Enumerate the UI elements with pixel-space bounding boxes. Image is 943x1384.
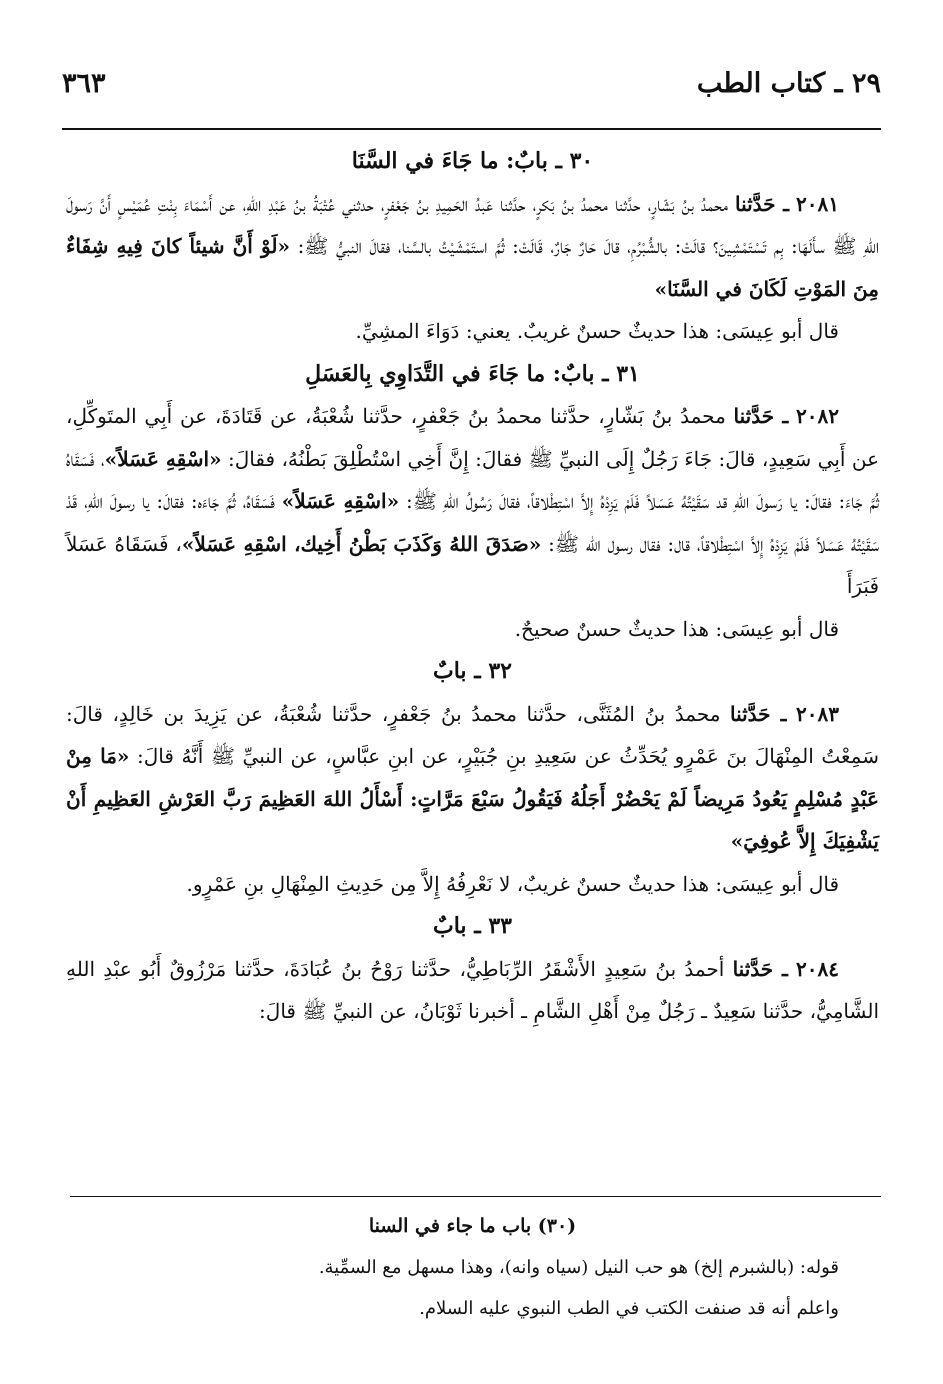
section-heading: ٣٢ ـ بابٌ <box>433 658 512 684</box>
hadith-quote: «لَوْ أَنَّ شيئاً كانَ فِيهِ شِفَاءٌ مِنَ المَوْتِ لَكَانَ في السَّنَا» <box>66 234 879 301</box>
hadith-text: محمدُ بنُ بَشّارٍ، حدَّثنا محمدُ بنُ بَكرٍ، حدَّثنا عَبدُ الحَمِيدِ بنُ جَعْفرٍ، حدثني عُتْبَةُ بنُ عَبْدِ اللهِ، عن أَسْمَاءَ بِنْتِ عُمَيْسٍ أَنَّ رَسولَ اللهِ ﷺ سأَلَهَا: بِم تَسْتَمْشِينَ؟ قالَتْ: بالشُّبْرُمِ، قالَ حَارٌ جَارٌ، قَالَتْ: ثُمَّ استَمْشَيْتُ بالسَّنا، فقالَ النبيُّ ﷺ: <box>66 191 880 258</box>
hadith-text: أحمدُ بنُ سَعِيدٍ الأَشْقَرُ الرِّبَاطِيُّ، حدَّثنا رَوْحُ بنُ عُبَادَةَ، حدَّثنا مَرْزُوقٌ أَبُو عبْدِ اللهِ الشَّامِيُّ، حدَّثنا سَعِيدٌ ـ رَجُلٌ مِنْ أَهْلِ الشَّامِ ـ أخبرنا ثَوْبَانُ، عن النبيِّ ﷺ قالَ: <box>66 956 879 1023</box>
hadith-text: ، فَسَقَاهُ عَسَلاً فَبَرَأَ <box>66 531 879 598</box>
hadith-quote: «اسْقِهِ عَسَلاً» <box>104 446 222 471</box>
footnote-line: واعلم أنه قد صنفت الكتب في الطب النبوي عليه السلام. <box>419 1298 839 1319</box>
hadith-2082: ٢٠٨٢ ـ حَدَّثنا محمدُ بنُ بَشّارٍ، حدَّثنا محمدُ بنُ جَعْفرٍ، حدَّثنا شُعْبَةُ، عن قَتَادَةَ، عن أَبِي المتَوكِّلِ، عن أَبِي سَعِيدٍ، قالَ: جَاءَ رَجُلٌ إِلَى النبيِّ ﷺ فقالَ: إِنَّ أَخِي اسْتُطْلِقَ بَطْنُهُ، فقالَ: «اسْقِهِ عَسَلاً»، فَسَقَاهُ ثُمَّ جَاءَ: فقالَ: يا رَسولَ اللهِ قد سَقَيْتُهُ عَسَلاً فَلَمْ يَزِدْهُ إِلاَّ اسْتِطْلاقاً، فقالَ رَسُولُ اللهِ ﷺ: «اسْقِهِ عَسَلاً» فَسَقَاهُ، ثُمَّ جَاءَه: فقالَ: يا رسولَ اللهِ، قَدْ سَقَيْتُهُ عَسَلاً فَلَمْ يَزِدْهُ إِلاَّ اسْتِطْلاقاً، قال: فقال رسول الله ﷺ: «صَدَقَ اللهُ وَكَذَبَ بَطْنُ أَخِيك، اسْقِهِ عَسَلاً»، فَسَقَاهُ عَسَلاً فَبَرَأَ <box>66 404 880 598</box>
hadith-text: ، فَسَقَاهُ ثُمَّ جَاءَ: فقالَ: يا رَسولَ اللهِ قد سَقَيْتُهُ عَسَلاً فَلَمْ يَزِدْهُ إِلاَّ اسْتِطْلاقاً، فقالَ رَسُولُ اللهِ ﷺ: <box>66 446 880 513</box>
footnote-title: (٣٠) باب ما جاء في السنا <box>368 1215 577 1237</box>
footnote-line: قوله: (بالشبرم إلخ) هو حب النيل (سياه وانه)، وهذا مسهل مع السمِّية. <box>318 1257 839 1278</box>
hadith-text: فَسَقَاهُ، ثُمَّ جَاءَه: فقالَ: يا رسولَ اللهِ، قَدْ سَقَيْتُهُ عَسَلاً فَلَمْ يَزِدْهُ إِلاَّ اسْتِطْلاقاً، قال: فقال رسول الله ﷺ: <box>66 489 879 556</box>
hadith-quote: «صَدَقَ اللهُ وَكَذَبَ بَطْنُ أَخِيك، اسْقِهِ عَسَلاً» <box>181 531 542 556</box>
hadith-comment: قال أبو عِيسَى: هذا حديثٌ حسنٌ صحيحٌ. <box>514 616 839 641</box>
hadith-number: ٢٠٨٣ <box>796 701 839 726</box>
section-heading: ٣١ ـ بابٌ: ما جَاءَ في التَّدَاوِي بِالعَسَلِ <box>305 360 640 387</box>
hadith-quote: «اسْقِهِ عَسَلاً» <box>281 489 400 513</box>
hadith-lead: حَدَّثنا <box>729 701 771 726</box>
footnote-rule <box>70 1196 881 1197</box>
hadith-number: ٢٠٨٤ <box>796 956 839 981</box>
hadith-2083: ٢٠٨٣ ـ حَدَّثنا محمدُ بنُ المُثَنَّى، حدَّثنا محمدُ بنُ جَعْفرٍ، حدَّثنا شُعْبَةُ، عن يَزِيدَ بن خَالِدٍ، قالَ: سَمِعْتُ المِنْهَالَ بنَ عَمْرٍو يُحَدِّثُ عن سَعِيدِ بنِ جُبَيْرٍ، عن ابنِ عبَّاسٍ، عن النبيِّ ﷺ أَنَّهُ قالَ: «مَا مِنْ عَبْدٍ مُسْلِمٍ يَعُودُ مَرِيضاً لَمْ يَحْضُرْ أَجَلُهُ فَيَقُولُ سَبْعَ مَرَّاتٍ: أَسْأَلُ اللهَ العَظِيمَ رَبَّ العَرْشِ العَظِيمِ أَنْ يَشْفِيَكَ إِلاَّ عُوفِيَ» <box>66 701 879 853</box>
section-heading: ٣٣ ـ بابٌ <box>433 913 512 939</box>
hadith-comment: قال أبو عِيسَى: هذا حديثٌ حسنٌ غريبٌ. يعني: دَوَاءَ المشِيِّ. <box>355 319 839 343</box>
header-rule <box>62 128 881 130</box>
hadith-2084: ٢٠٨٤ ـ حَدَّثنا أحمدُ بنُ سَعِيدٍ الأَشْقَرُ الرِّبَاطِيُّ، حدَّثنا رَوْحُ بنُ عُبَادَةَ، حدَّثنا مَرْزُوقٌ أَبُو عبْدِ اللهِ الشَّامِيُّ، حدَّثنا سَعِيدٌ ـ رَجُلٌ مِنْ أَهْلِ الشَّامِ ـ أخبرنا ثَوْبَانُ، عن النبيِّ ﷺ قالَ: <box>66 956 879 1023</box>
hadith-text: محمدُ بنُ بَشّارٍ، حدَّثنا محمدُ بنُ جَعْفرٍ، حدَّثنا شُعْبَةُ، عن قَتَادَةَ، عن أَبِي المتَوكِّلِ، عن أَبِي سَعِيدٍ، قالَ: جَاءَ رَجُلٌ إِلَى النبيِّ ﷺ فقالَ: إِنَّ أَخِي اسْتُطْلِقَ بَطْنُهُ، فقالَ: <box>66 404 880 471</box>
page-header <box>62 68 881 108</box>
section-heading: ٣٠ ـ بابٌ: ما جَاءَ في السَّنَا <box>351 148 594 174</box>
hadith-number: ٢٠٨١ <box>796 191 840 216</box>
hadith-number: ٢٠٨٢ <box>796 404 839 428</box>
hadith-text: محمدُ بنُ المُثَنَّى، حدَّثنا محمدُ بنُ جَعْفرٍ، حدَّثنا شُعْبَةُ، عن يَزِيدَ بن خَالِدٍ، قالَ: سَمِعْتُ المِنْهَالَ بنَ عَمْرٍو يُحَدِّثُ عن سَعِيدِ بنِ جُبَيْرٍ، عن ابنِ عبَّاسٍ، عن النبيِّ ﷺ أَنَّهُ قالَ: <box>66 701 879 768</box>
hadith-2081: ٢٠٨١ ـ حَدَّثنا محمدُ بنُ بَشّارٍ، حدَّثنا محمدُ بنُ بَكرٍ، حدَّثنا عَبدُ الحَمِيدِ بنُ جَعْفرٍ، حدثني عُتْبَةُ بنُ عَبْدِ اللهِ، عن أَسْمَاءَ بِنْتِ عُمَيْسٍ أَنَّ رَسولَ اللهِ ﷺ سأَلَهَا: بِم تَسْتَمْشِينَ؟ قالَتْ: بالشُّبْرُمِ، قالَ حَارٌ جَارٌ، قَالَتْ: ثُمَّ استَمْشَيْتُ بالسَّنا، فقالَ النبيُّ ﷺ: «لَوْ أَنَّ شيئاً كانَ فِيهِ شِفَاءٌ مِنَ المَوْتِ لَكَانَ في السَّنَا» <box>66 191 880 301</box>
chapter-title: ٢٩ ـ كتاب الطب <box>696 68 881 99</box>
hadith-comment: قال أبو عِيسَى: هذا حديثٌ حسنٌ غريبٌ، لا نَعْرِفُهُ إِلاَّ مِن حَدِيثِ المِنْهَالِ بنِ عَمْرٍو. <box>186 871 839 896</box>
hadith-lead: حَدَّثنا <box>733 404 775 428</box>
page-number: ٣٦٣ <box>62 68 106 99</box>
footnotes <box>66 1206 879 1329</box>
hadith-lead: حَدَّثنا <box>734 191 776 216</box>
hadith-quote: «مَا مِنْ عَبْدٍ مُسْلِمٍ يَعُودُ مَرِيضاً لَمْ يَحْضُرْ أَجَلُهُ فَيَقُولُ سَبْعَ مَرَّاتٍ: أَسْأَلُ اللهَ العَظِيمَ رَبَّ العَرْشِ العَظِيمِ أَنْ يَشْفِيَكَ إِلاَّ عُوفِيَ» <box>66 744 879 853</box>
hadith-lead: حَدَّثنا <box>732 956 774 981</box>
main-text <box>66 140 879 1033</box>
